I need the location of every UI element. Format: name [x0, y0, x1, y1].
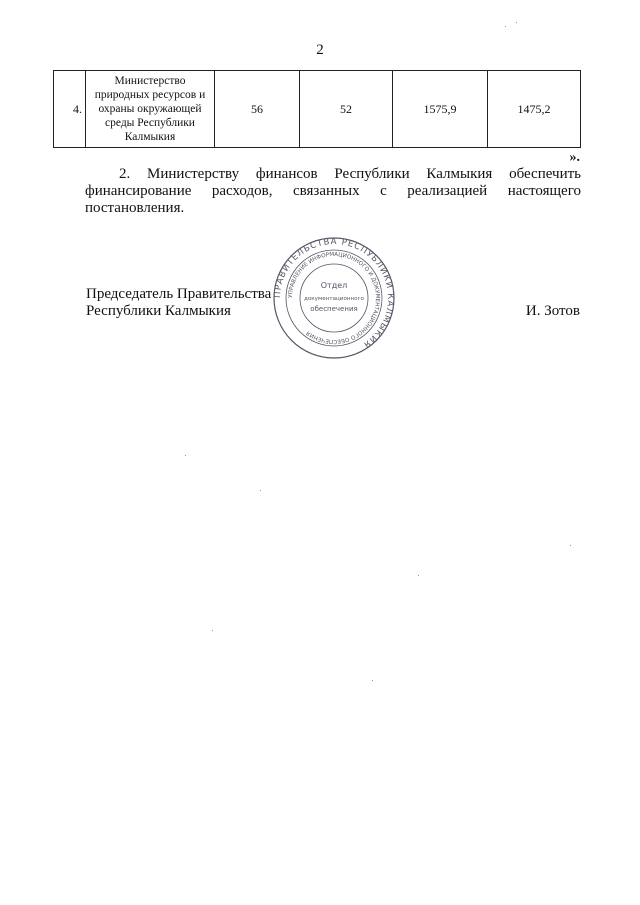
row-number-cell: 4.: [54, 71, 86, 148]
closing-quote: ».: [569, 150, 580, 165]
signatory-name: И. Зотов: [525, 303, 580, 319]
paragraph-line: постановления.: [85, 200, 185, 216]
scan-speck: [212, 630, 213, 631]
paragraph-line: 2. Министерству финансов Республики Калмыкия обеспечить: [119, 166, 581, 182]
scan-speck: [516, 22, 517, 23]
data-table: [53, 70, 581, 148]
stamp-outer-text: ПРАВИТЕЛЬСТВА РЕСПУБЛИКИ КАЛМЫКИЯ: [272, 236, 396, 350]
value-cell-3: 1575,9: [393, 71, 488, 148]
stamp-center-line: обеспечения: [310, 305, 358, 313]
signatory-title-line: Республики Калмыкия: [86, 303, 231, 319]
stamp-center-line: документационного: [304, 296, 364, 302]
ministry-name-line: природных ресурсов и: [94, 89, 206, 101]
stamp-inner-text: УПРАВЛЕНИЕ ИНФОРМАЦИОННОГО И ДОКУМЕНТАЦИОННОГО ОБЕСПЕЧЕНИЯ: [287, 251, 381, 345]
ministry-name-line: Калмыкия: [124, 131, 176, 143]
ministry-name-line: среды Республики: [105, 117, 195, 129]
signatory-title-line: Председатель Правительства: [86, 286, 272, 302]
signatory-title: [86, 286, 271, 320]
ministry-name-cell: [86, 71, 215, 148]
value-cell-1: 56: [215, 71, 300, 148]
scan-speck: [418, 575, 419, 576]
scan-speck: [185, 455, 186, 456]
page-number: 2: [316, 42, 324, 58]
value-cell-2: 52: [300, 71, 393, 148]
ministry-name-line: Министерство: [114, 75, 186, 87]
stamp-center-line: Отдел: [320, 281, 348, 290]
table-row: [54, 71, 581, 148]
decree-paragraph: [85, 166, 581, 217]
value-cell-4: 1475,2: [488, 71, 581, 148]
ministry-name-line: охраны окружающей: [98, 103, 202, 115]
scan-speck: [570, 545, 571, 546]
scan-speck: [505, 26, 506, 27]
scan-speck: [260, 490, 261, 491]
scan-speck: [372, 680, 373, 681]
paragraph-line: финансирование расходов, связанных с реализацией настоящего: [85, 183, 581, 199]
official-stamp: [272, 236, 396, 360]
